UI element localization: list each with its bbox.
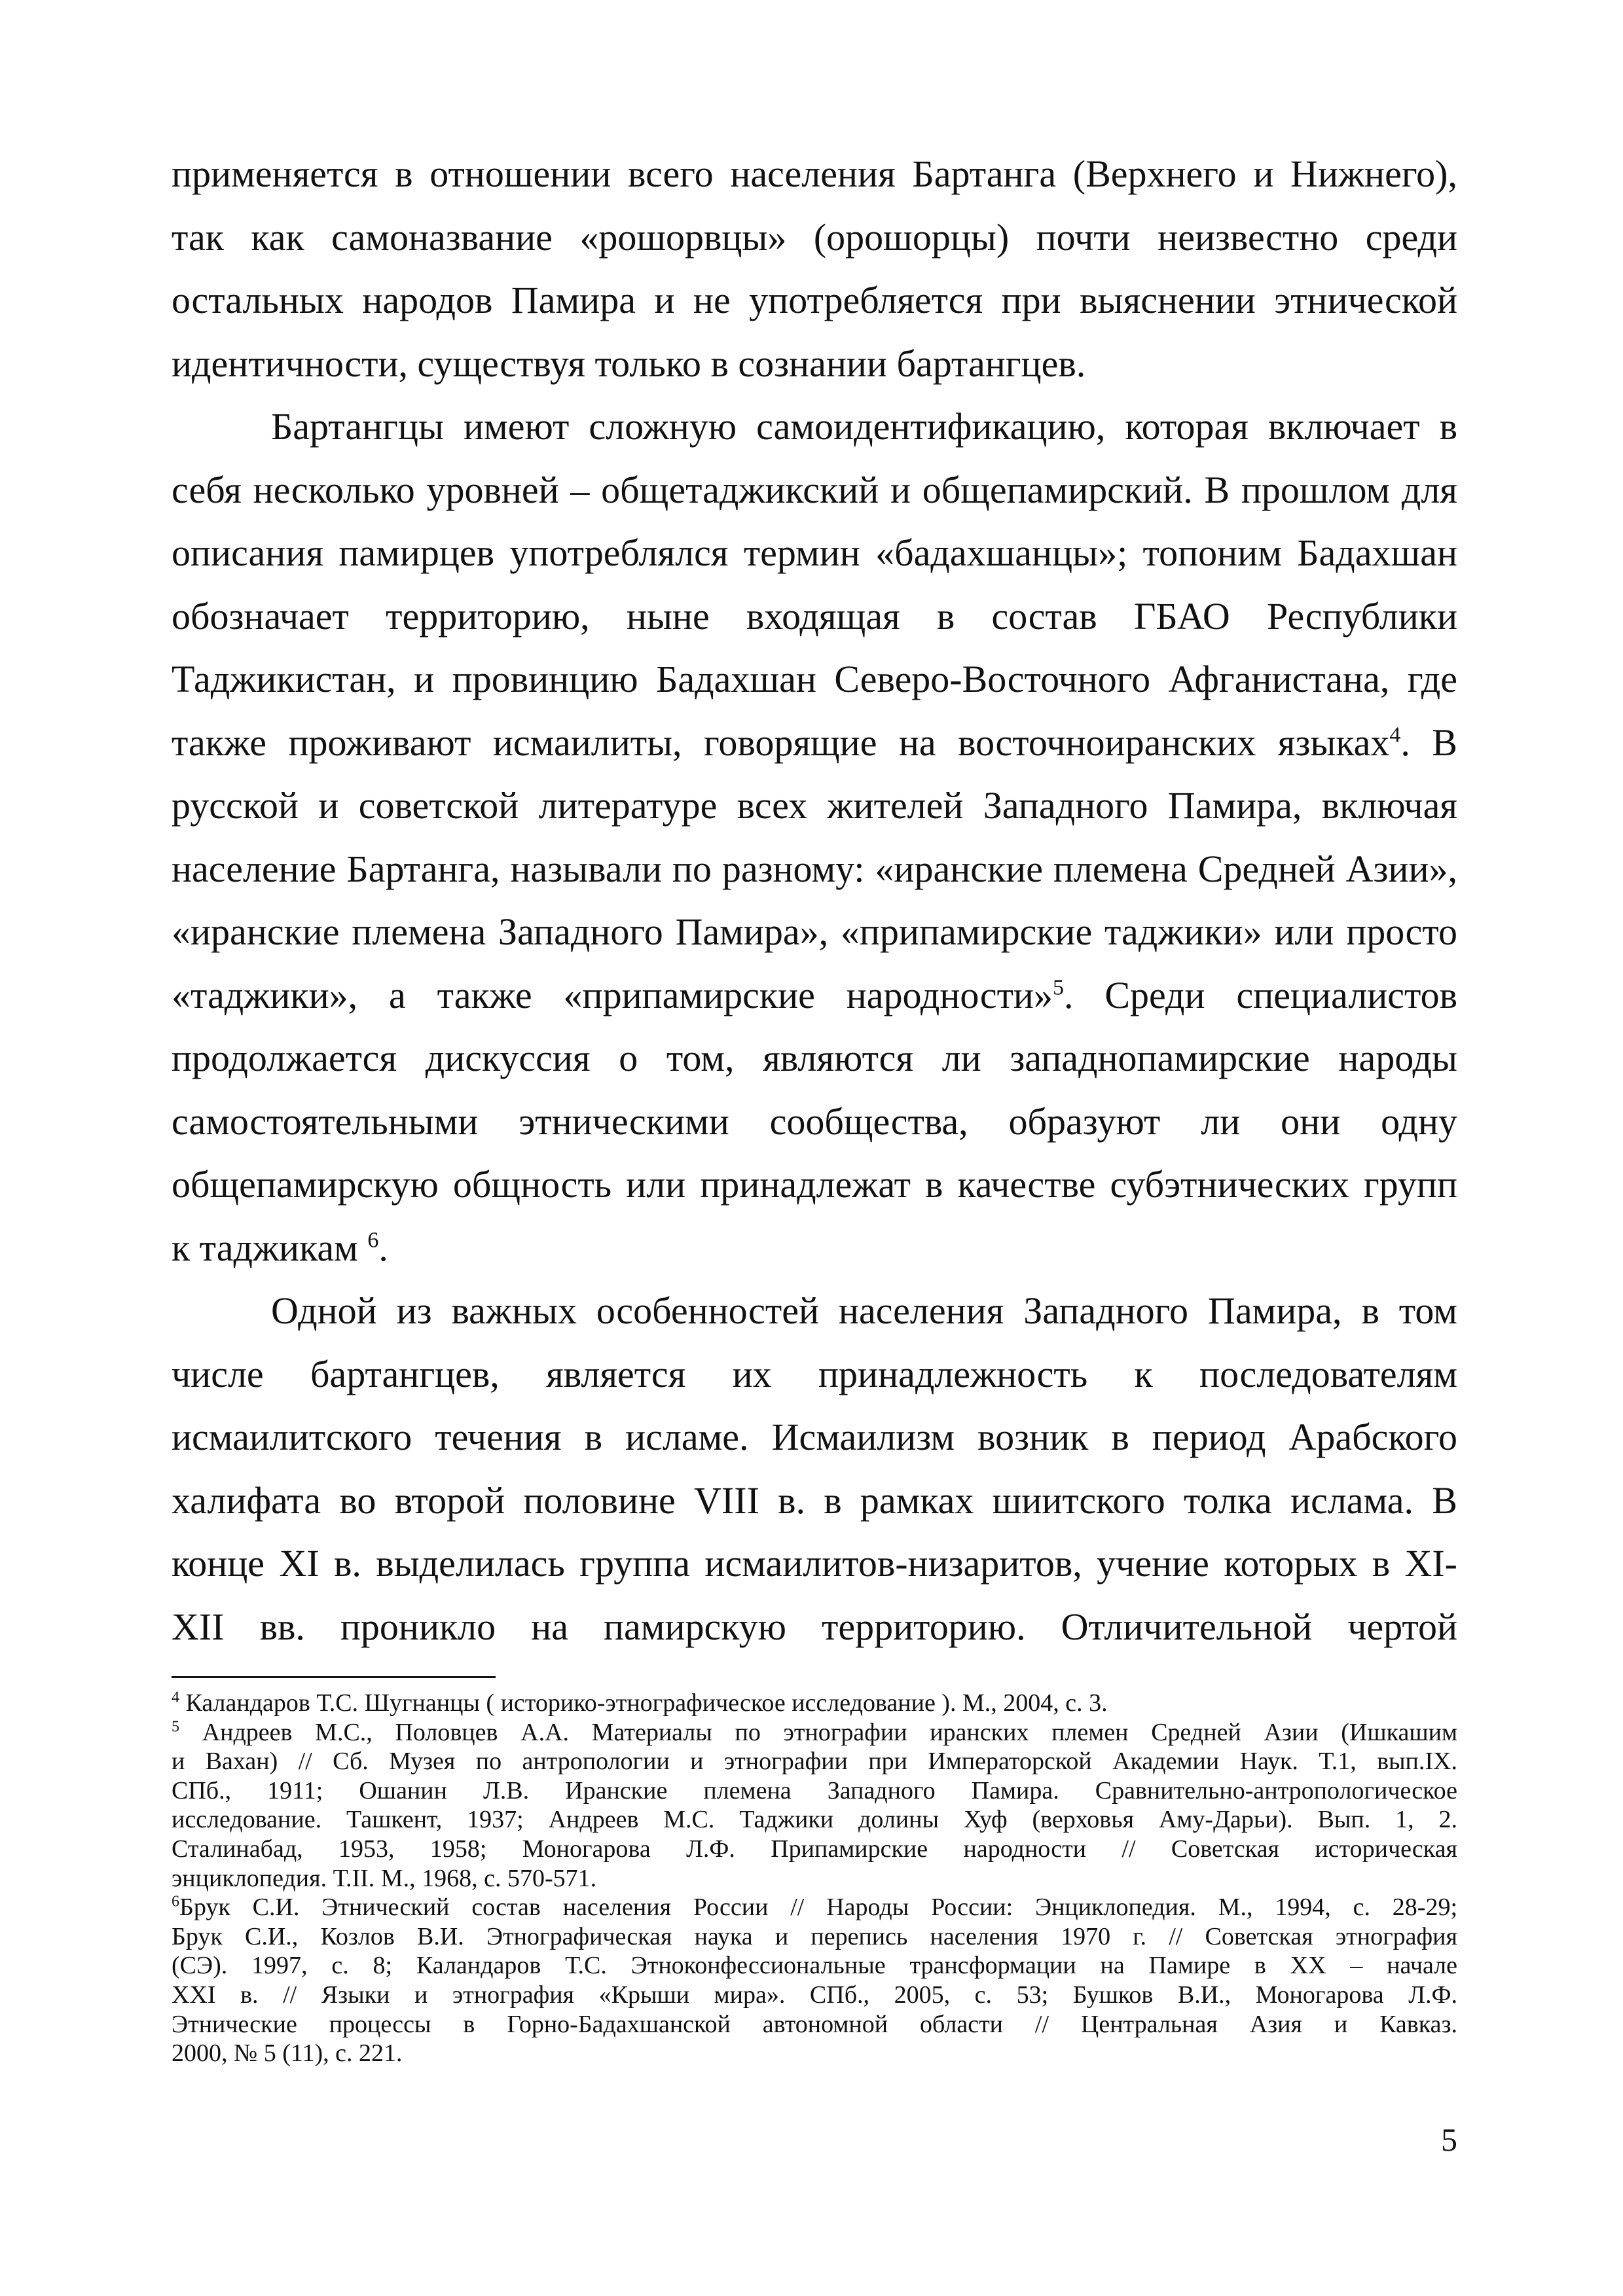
text-line: Бартангцы имеют сложную самоидентификацию, которая включает в bbox=[271, 405, 1457, 448]
text-line: так как самоназвание «рошорвцы» (орошорцы) почти неизвестно среди bbox=[172, 215, 1457, 259]
footnote-mark: 6 bbox=[172, 1893, 179, 1910]
footnote-mark: 4 bbox=[172, 1689, 179, 1706]
text-line: описания памирцев употреблялся термин «бадахшанцы»; топоним Бадахшан bbox=[172, 531, 1457, 574]
text-line: идентичности, существуя только в сознании бартангцев. bbox=[172, 342, 1086, 385]
text-line: русской и советской литературе всех жителей Западного Памира, включая bbox=[172, 784, 1457, 827]
footnote-line: Сталинабад, 1953, 1958; Моногарова Л.Ф. Припамирские народности // Советская историческая bbox=[172, 1835, 1457, 1863]
text-segment: . bbox=[378, 1226, 388, 1269]
footnote-ref-4[interactable]: 4 bbox=[1389, 723, 1401, 747]
text-line: обозначает территорию, ныне входящая в состав ГБАО Республики bbox=[172, 594, 1457, 637]
footnote-separator bbox=[172, 1676, 496, 1678]
footnote-ref-6[interactable]: 6 bbox=[367, 1228, 379, 1253]
text-segment: «таджики», а также «припамирские народности» bbox=[172, 973, 1053, 1016]
text-line: общепамирскую общность или принадлежат в качестве субэтнических групп bbox=[172, 1163, 1457, 1206]
text-line bbox=[172, 964, 1457, 1028]
footnote-line: (СЭ). 1997, с. 8; Каландаров Т.С. Этноконфессиональные трансформации на Памире в XX – начале bbox=[172, 1952, 1457, 1980]
text-line: продолжается дискуссия о том, являются ли западнопамирские народы bbox=[172, 1037, 1457, 1079]
text-line: конце XI в. выделилась группа исмаилитов-низаритов, учение которых в XI- bbox=[172, 1542, 1457, 1585]
footnote-line: и Вахан) // Сб. Музея по антропологии и этнографии при Императорской Академии Наук. Т.1, вып.IX. bbox=[172, 1748, 1457, 1776]
footnote-line: СПб., 1911; Ошанин Л.В. Иранские племена Западного Памира. Сравнительно-антропологическое bbox=[172, 1776, 1457, 1804]
footnote-line: 2000, № 5 (11), с. 221. bbox=[172, 2039, 403, 2068]
text-segment: к таджикам bbox=[172, 1226, 368, 1269]
footnote-text: Андреев М.С., Половцев А.А. Материалы по этнографии иранских племен Средней Азии (Ишкашим bbox=[202, 1718, 1458, 1746]
footnote-line: XXI в. // Языки и этнография «Крыши мира». СПб., 2005, с. 53; Бушков В.И., Моногарова Л.Ф. bbox=[172, 1981, 1457, 2009]
footnote-5 bbox=[172, 1718, 1457, 1748]
text-line: исмаилитского течения в исламе. Исмаилизм возник в период Арабского bbox=[172, 1416, 1457, 1458]
text-segment: . Среди специалистов bbox=[1063, 973, 1458, 1016]
footnote-mark: 5 bbox=[172, 1717, 179, 1735]
footnote-line: исследование. Ташкент, 1937; Андреев М.С. Таджики долины Хуф (верховья Аму-Дарьи). Вып. 1, 2. bbox=[172, 1806, 1457, 1834]
paragraph-2 bbox=[172, 395, 1457, 1280]
text-line: применяется в отношении всего населения Бартанга (Верхнего и Нижнего), bbox=[172, 152, 1457, 195]
footnote-ref-5[interactable]: 5 bbox=[1052, 975, 1064, 1000]
text-line: числе бартангцев, является их принадлежность к последователям bbox=[172, 1352, 1457, 1395]
text-line bbox=[172, 1217, 1457, 1280]
text-line: «иранские племена Западного Памира», «припамирские таджики» или просто bbox=[172, 910, 1457, 953]
footnote-line: Брук С.И., Козлов В.И. Этнографическая наука и перепись населения 1970 г. // Советская этнография bbox=[172, 1922, 1457, 1950]
page-number: 5 bbox=[1441, 2121, 1457, 2158]
paragraph-1 bbox=[172, 143, 1457, 395]
text-line: остальных народов Памира и не употребляется при выяснении этнической bbox=[172, 279, 1457, 321]
footnote-line: энциклопедия. Т.II. М., 1968, с. 570-571. bbox=[172, 1864, 597, 1892]
footnote-line: Этнические процессы в Горно-Бадахшанской автономной области // Центральная Азия и Кавказ. bbox=[172, 2010, 1457, 2038]
text-line: население Бартанга, называли по разному: «иранские племена Средней Азии», bbox=[172, 847, 1457, 890]
text-line: халифата во второй половине VIII в. в рамках шиитского толка ислама. В bbox=[172, 1479, 1457, 1522]
text-line: самостоятельными этническими сообщества, образуют ли они одну bbox=[172, 1100, 1457, 1143]
text-line bbox=[172, 711, 1457, 775]
text-segment: . В bbox=[1400, 721, 1457, 764]
text-segment: также проживают исмаилиты, говорящие на восточноиранских языках bbox=[172, 721, 1390, 764]
footnotes bbox=[172, 1689, 1457, 2068]
footnote-text: Каландаров Т.С. Шугнанцы ( историко-этнографическое исследование ). М., 2004, с. 3. bbox=[185, 1689, 1108, 1717]
text-line: себя несколько уровней – общетаджикский и общепамирский. В прошлом для bbox=[172, 468, 1457, 511]
footnote-4 bbox=[172, 1689, 1457, 1718]
body-text bbox=[172, 143, 1457, 1659]
paragraph-3 bbox=[172, 1280, 1457, 1659]
footnote-text: Брук С.И. Этнический состав населения России // Народы России: Энциклопедия. М., 1994, с. 28-29; bbox=[179, 1893, 1457, 1922]
footnote-6 bbox=[172, 1893, 1457, 1922]
text-line: Таджикистан, и провинцию Бадахшан Северо-Восточного Афганистана, где bbox=[172, 658, 1457, 700]
text-line: XII вв. проникло на памирскую территорию. Отличительной чертой bbox=[172, 1605, 1457, 1648]
text-line: Одной из важных особенностей населения Западного Памира, в том bbox=[271, 1289, 1457, 1332]
